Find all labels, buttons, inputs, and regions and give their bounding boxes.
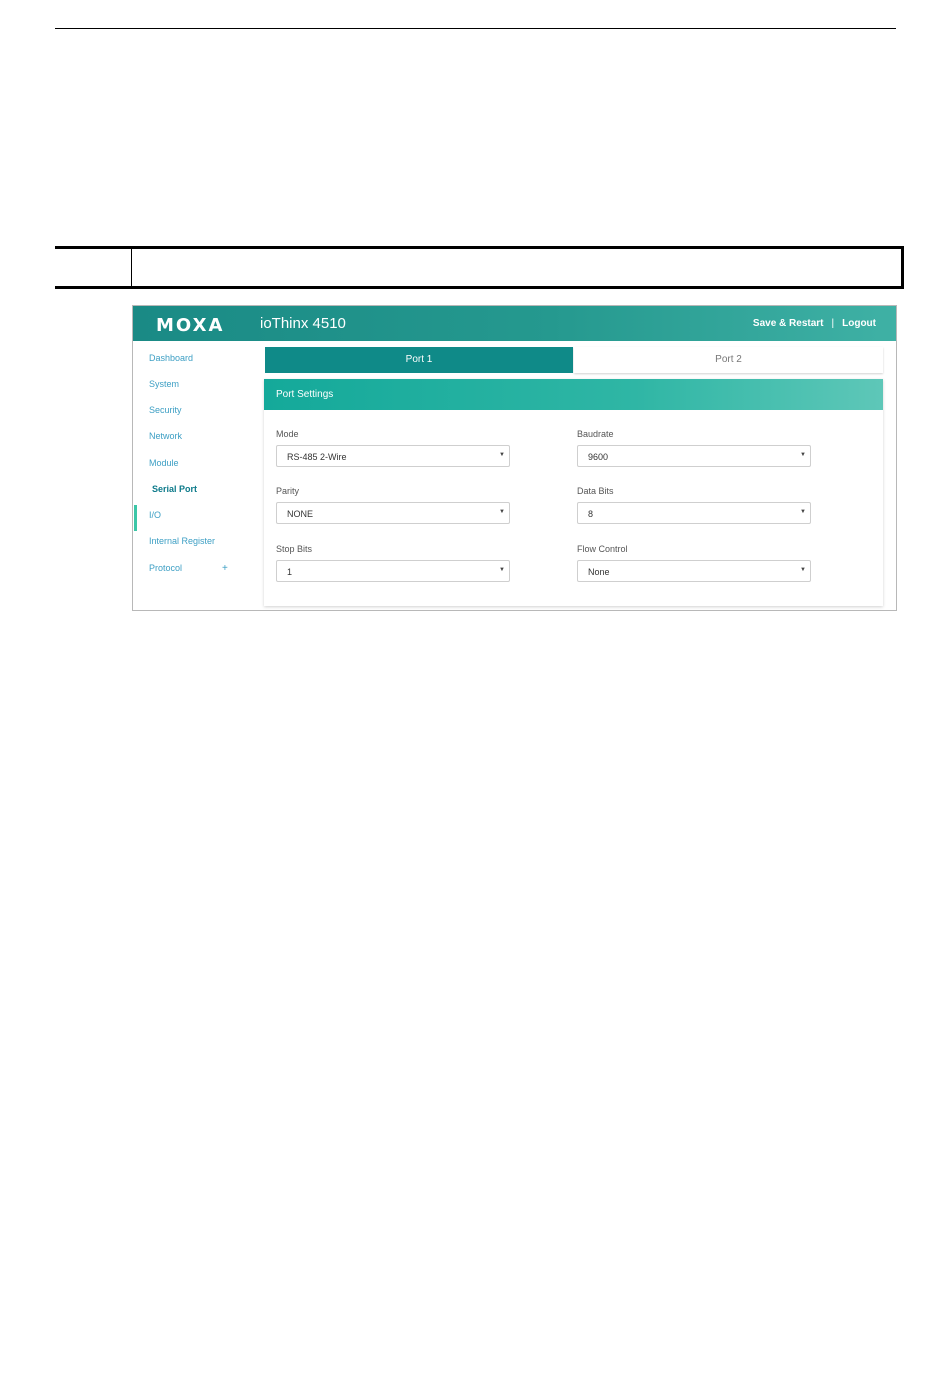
iothinx-web-console bbox=[132, 305, 897, 611]
sidebar-item-protocol[interactable]: Protocol bbox=[149, 563, 183, 573]
stop-bits-label: Stop Bits bbox=[276, 544, 313, 554]
sidebar-nav bbox=[133, 341, 261, 610]
panel-title: Port Settings bbox=[264, 379, 883, 410]
data-bits-select[interactable] bbox=[577, 502, 811, 524]
top-actions bbox=[753, 318, 876, 329]
tab-port-2[interactable]: Port 2 bbox=[574, 347, 883, 373]
data-bits-label: Data Bits bbox=[577, 486, 614, 496]
parity-label: Parity bbox=[276, 486, 300, 496]
sidebar-item-network[interactable]: Network bbox=[149, 431, 183, 441]
stop-bits-select[interactable] bbox=[276, 560, 510, 582]
flow-control-label: Flow Control bbox=[577, 544, 628, 554]
save-restart-link[interactable]: Save & Restart bbox=[752, 318, 824, 329]
data-bits-value: 8 bbox=[588, 509, 594, 519]
flow-control-select[interactable] bbox=[577, 560, 811, 582]
baudrate-value: 9600 bbox=[588, 452, 609, 462]
port-settings-panel bbox=[264, 379, 883, 606]
note-box-divider bbox=[131, 249, 132, 286]
chevron-down-icon: ▼ bbox=[499, 452, 505, 458]
mode-value: RS-485 2-Wire bbox=[287, 452, 347, 462]
baudrate-select[interactable] bbox=[577, 445, 811, 467]
port-tabs bbox=[265, 347, 884, 373]
tab-port-1[interactable]: Port 1 bbox=[265, 347, 573, 373]
parity-select[interactable] bbox=[276, 502, 510, 524]
parity-value: NONE bbox=[287, 509, 314, 519]
sidebar-item-dashboard[interactable]: Dashboard bbox=[149, 353, 194, 363]
chevron-down-icon: ▼ bbox=[800, 509, 806, 515]
note-box bbox=[55, 246, 904, 289]
page-header-rule bbox=[55, 28, 896, 29]
baudrate-label: Baudrate bbox=[577, 429, 614, 439]
stop-bits-value: 1 bbox=[287, 567, 293, 577]
sidebar-item-serial-port[interactable]: Serial Port bbox=[152, 484, 198, 494]
chevron-down-icon: ▼ bbox=[499, 509, 505, 515]
sidebar-item-io[interactable]: I/O bbox=[149, 510, 162, 520]
moxa-logo: MOXA bbox=[156, 315, 225, 336]
sidebar-item-module[interactable]: Module bbox=[149, 458, 179, 468]
chevron-down-icon: ▼ bbox=[499, 567, 505, 573]
logout-link[interactable]: Logout bbox=[842, 318, 876, 329]
mode-select[interactable] bbox=[276, 445, 510, 467]
sidebar-item-security[interactable]: Security bbox=[149, 405, 182, 415]
chevron-down-icon: ▼ bbox=[800, 452, 806, 458]
expand-plus-icon[interactable]: + bbox=[222, 563, 228, 574]
top-bar bbox=[133, 306, 896, 341]
mode-label: Mode bbox=[276, 429, 299, 439]
top-actions-separator: | bbox=[831, 318, 835, 329]
active-item-marker bbox=[134, 505, 137, 531]
chevron-down-icon: ▼ bbox=[800, 567, 806, 573]
sidebar-item-system[interactable]: System bbox=[149, 379, 180, 389]
flow-control-value: None bbox=[588, 567, 610, 577]
product-name: ioThinx 4510 bbox=[260, 315, 346, 332]
sidebar-item-internal-register[interactable]: Internal Register bbox=[149, 536, 216, 546]
